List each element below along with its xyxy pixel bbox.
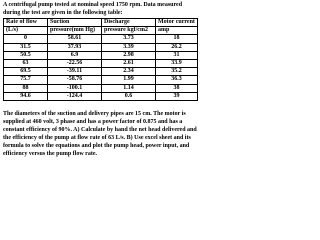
cell-suction-pressure: -100.1: [48, 84, 102, 92]
header-flow-rate: Rate of flow: [4, 19, 48, 27]
header-motor-current: Motor current: [156, 19, 198, 27]
cell-suction-pressure: -22.56: [48, 59, 102, 67]
table-row: [4, 43, 198, 51]
cell-flow-rate: 50.5: [4, 51, 48, 59]
cell-discharge-pressure: 3.39: [102, 43, 156, 51]
test-data-table: [3, 18, 198, 101]
header-flow-rate-unit: (L/s): [4, 27, 48, 35]
cell-suction-pressure: -58.76: [48, 76, 102, 84]
table-row: [4, 59, 198, 67]
cell-suction-pressure: 37.93: [48, 43, 102, 51]
cell-discharge-pressure: 1.14: [102, 84, 156, 92]
header-suction-pressure-unit: pressure(mm Hg): [48, 27, 102, 35]
cell-suction-pressure: -39.11: [48, 68, 102, 76]
cell-suction-pressure: 6.9: [48, 51, 102, 59]
cell-flow-rate: 88: [4, 84, 48, 92]
header-row-2: [4, 27, 198, 35]
cell-flow-rate: 31.5: [4, 43, 48, 51]
cell-flow-rate: 63: [4, 59, 48, 67]
table-row: [4, 35, 198, 43]
cell-flow-rate: 69.5: [4, 68, 48, 76]
problem-instructions: The diameters of the suction and delivery pipes are 15 cm. The motor is supplied at 460 volt, 3 phase and has a power factor of 0.875 and has a constant efficiency of 90%. A) Calculate by hand the net head delivered and the efficiency of the pump at flow rate of 63 L/s. B) Use excel sheet and its formula to solve the equations and plot the pump head, power input, and efficiency versus the pump flow rate.: [3, 111, 197, 157]
cell-flow-rate: 0: [4, 35, 48, 43]
cell-discharge-pressure: 2.34: [102, 68, 156, 76]
cell-motor-current: 36.3: [156, 76, 198, 84]
problem-intro: A centrifugal pump tested at nominal speed 1750 rpm. Data measured during the test are given in the following table:: [3, 2, 183, 16]
cell-discharge-pressure: 3.73: [102, 35, 156, 43]
header-suction-pressure: Suction: [48, 19, 102, 27]
cell-flow-rate: 94.6: [4, 92, 48, 100]
cell-discharge-pressure: 2.98: [102, 51, 156, 59]
cell-flow-rate: 75.7: [4, 76, 48, 84]
cell-motor-current: 18: [156, 35, 198, 43]
cell-motor-current: 39: [156, 92, 198, 100]
table-row: [4, 76, 198, 84]
cell-suction-pressure: -124.4: [48, 92, 102, 100]
cell-discharge-pressure: 0.6: [102, 92, 156, 100]
table-row: [4, 92, 198, 100]
cell-motor-current: 33.9: [156, 59, 198, 67]
table-row: [4, 51, 198, 59]
table-row: [4, 84, 198, 92]
cell-motor-current: 26.2: [156, 43, 198, 51]
cell-motor-current: 38: [156, 84, 198, 92]
cell-discharge-pressure: 2.61: [102, 59, 156, 67]
cell-suction-pressure: 58.61: [48, 35, 102, 43]
header-discharge-pressure: Discharge: [102, 19, 156, 27]
cell-motor-current: 31: [156, 51, 198, 59]
header-motor-current-unit: amp: [156, 27, 198, 35]
cell-discharge-pressure: 1.99: [102, 76, 156, 84]
header-row-1: [4, 19, 198, 27]
header-discharge-pressure-unit: pressure kgf/cm2: [102, 27, 156, 35]
cell-motor-current: 35.2: [156, 68, 198, 76]
table-row: [4, 68, 198, 76]
